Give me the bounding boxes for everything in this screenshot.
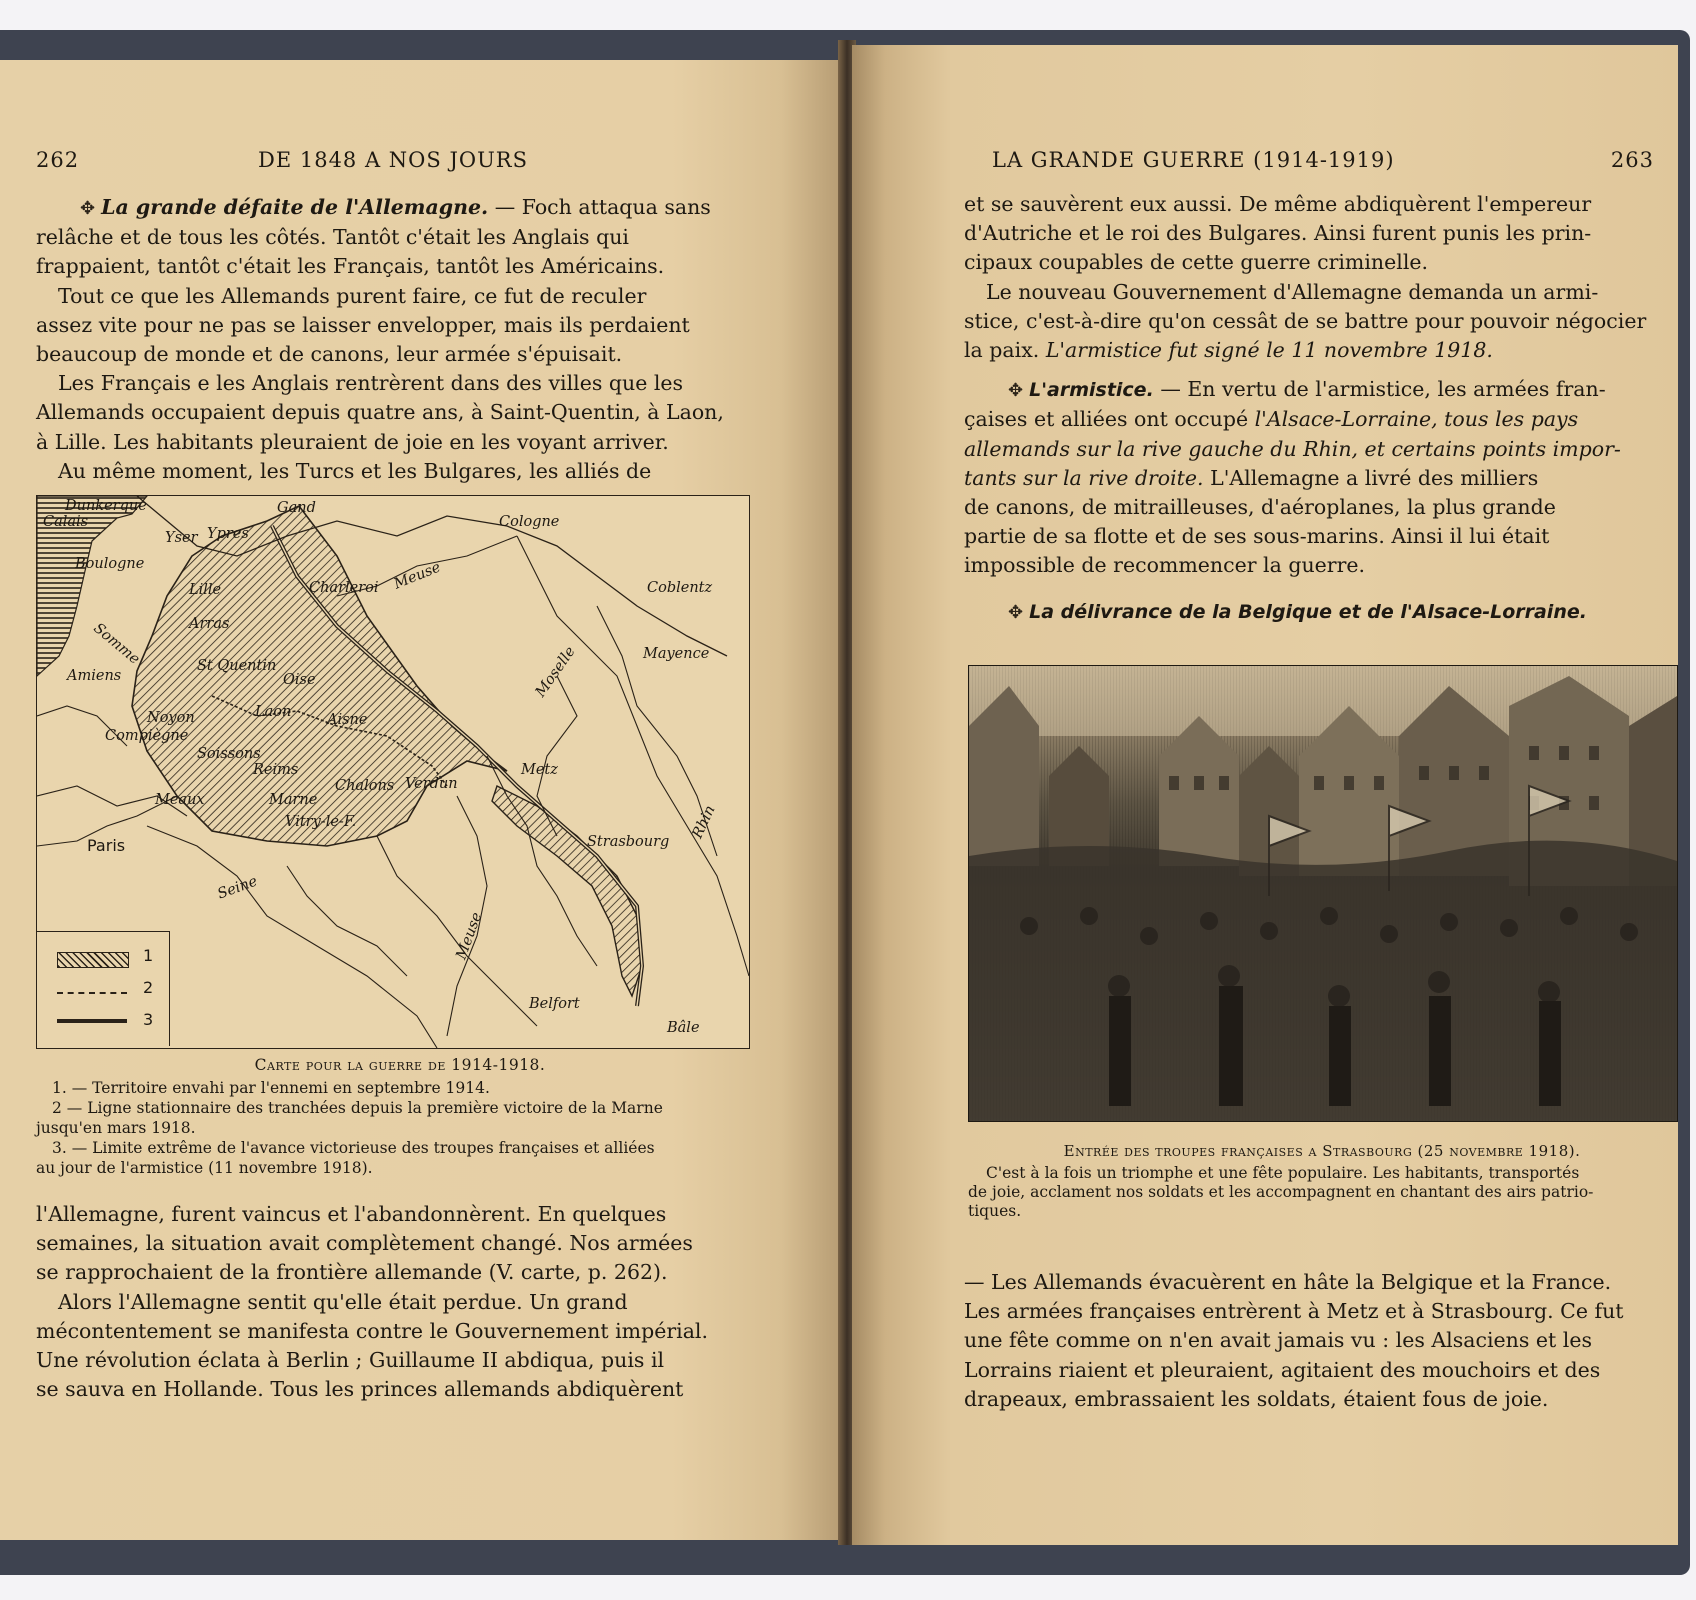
left-page-header (36, 148, 810, 178)
text-line: Une révolution éclata à Berlin ; Guillaume II abdiqua, puis il (36, 1348, 665, 1373)
text-line: l'Allemagne, furent vaincus et l'abandonnèrent. En quelques (36, 1202, 667, 1226)
map-label: Calais (43, 514, 89, 530)
caption-line: C'est à la fois un triomphe et une fête populaire. Les habitants, transportés (986, 1164, 1580, 1182)
caption-title: Carte pour la guerre de 1914-1918. (254, 1056, 546, 1074)
section-heading: L'armistice. (1029, 379, 1154, 402)
map-label: Laon (255, 704, 292, 720)
page-number: 263 (1610, 148, 1654, 172)
legend-item: 2 (57, 978, 167, 1002)
text-line: de canons, de mitrailleuses, d'aéroplanes, la plus grande (964, 495, 1556, 520)
map-label: Amiens (67, 668, 122, 684)
running-head: LA GRANDE GUERRE (1914-1919) (992, 148, 1395, 172)
text-line: Tout ce que les Allemands purent faire, ce fut de reculer (58, 283, 647, 308)
text-line: mécontentement se manifesta contre le Gouvernement impérial. (36, 1318, 708, 1343)
legend-item: 1 (57, 946, 167, 970)
left-text-top (36, 193, 748, 486)
map-label: Soissons (197, 746, 261, 762)
map-label: Aisne (327, 712, 368, 728)
left-text-bottom (36, 1200, 748, 1404)
trench-swatch (57, 988, 127, 994)
text-line: Les Français e les Anglais rentrèrent dans des villes que les (58, 371, 684, 396)
text-line: — Les Allemands évacuèrent en hâte la Belgique et la France. (964, 1270, 1612, 1294)
text-line: et se sauvèrent eux aussi. De même abdiquèrent l'empereur (964, 192, 1592, 216)
map-label: Marne (269, 792, 318, 808)
map-label: Belfort (529, 996, 580, 1012)
right-text-bottom (964, 1268, 1670, 1414)
caption-line: jusqu'en mars 1918. (36, 1119, 196, 1137)
map-label: Cologne (499, 514, 560, 530)
map-label: Yser (165, 530, 198, 546)
caption-line: 3. — Limite extrême de l'avance victorieuse des troupes françaises et alliées (52, 1139, 655, 1157)
map-label: Lille (189, 582, 222, 598)
caption-line: de joie, acclament nos soldats et les accompagnent en chantant des airs patrio- (968, 1183, 1594, 1201)
map-label: Dunkerque (65, 498, 147, 514)
section-heading: La grande défaite de l'Allemagne. (101, 195, 489, 219)
map-label: Reims (253, 762, 299, 778)
strasbourg-engraving (968, 665, 1678, 1122)
ornament-icon: ✥ (1008, 601, 1024, 623)
text-line: — Foch attaqua sans (494, 195, 711, 219)
map-label: Paris (87, 836, 126, 855)
section-heading: La délivrance de la Belgique et de l'Alsace-Lorraine. (1029, 600, 1587, 623)
map-label: Gand (277, 500, 316, 516)
text-line: se rapprochaient de la frontière allemande (V. carte, p. 262). (36, 1260, 668, 1285)
engraving-drawing (969, 666, 1677, 1121)
caption-title: Entrée des troupes françaises a Strasbourg (25 novembre 1918). (1063, 1142, 1581, 1160)
map-label: Oise (283, 672, 316, 688)
text-line: çaises et alliées ont occupé l'Alsace-Lorraine, tous les pays (964, 407, 1579, 432)
page-number: 262 (36, 148, 80, 172)
map-label: Meuse (391, 559, 444, 593)
map-label: Ypres (207, 526, 249, 542)
map-label: Metz (521, 762, 558, 778)
caption-line: 2 — Ligne stationnaire des tranchées depuis la première victoire de la Marne (52, 1099, 663, 1117)
text-line: assez vite pour ne pas se laisser envelopper, mais ils perdaient (36, 312, 690, 337)
map-label: Compiègne (105, 728, 189, 744)
map-label: Seine (215, 873, 260, 903)
text-line: Le nouveau Gouvernement d'Allemagne demanda un armi- (986, 279, 1599, 304)
hatch-swatch (57, 952, 129, 968)
map-label: Verdun (405, 776, 458, 792)
text-line: Lorrains riaient et pleuraient, agitaient des mouchoirs et des (964, 1357, 1601, 1382)
map-label: Vitry-le-F. (285, 814, 357, 830)
caption-line: au jour de l'armistice (11 novembre 1918). (36, 1159, 373, 1177)
text-line: Les armées françaises entrèrent à Metz et à Strasbourg. Ce fut (964, 1299, 1624, 1324)
map-label: Meaux (155, 792, 205, 808)
text-line: Au même moment, les Turcs et les Bulgares, les alliés de (58, 458, 652, 483)
war-map (36, 495, 750, 1049)
map-label: Moselle (532, 643, 579, 701)
map-label: St Quentin (197, 658, 277, 674)
map-label: Chalons (335, 778, 395, 794)
ornament-icon: ✥ (1008, 380, 1024, 402)
map-caption (36, 1055, 748, 1178)
map-label: Somme (90, 620, 143, 668)
ornament-icon: ✥ (80, 198, 96, 219)
text-line: d'Autriche et le roi des Bulgares. Ainsi furent punis les prin- (964, 221, 1592, 246)
caption-line: tiques. (968, 1202, 1022, 1220)
map-label: Bâle (667, 1020, 700, 1036)
text-line: relâche et de tous les côtés. Tantôt c'était les Anglais qui (36, 225, 629, 250)
text-line: beaucoup de monde et de canons, leur armée s'épuisait. (36, 342, 623, 367)
map-label: Strasbourg (587, 834, 670, 850)
text-line: stice, c'est-à-dire qu'on cessât de se battre pour pouvoir négocier (964, 308, 1647, 333)
legend-item: 3 (57, 1010, 167, 1034)
text-line: cipaux coupables de cette guerre criminelle. (964, 250, 1429, 275)
map-label: Arras (189, 616, 230, 632)
map-label: Rhin (689, 803, 719, 841)
map-label: Noyon (147, 710, 195, 726)
text-line: allemands sur la rive gauche du Rhin, et certains points impor- (964, 436, 1621, 461)
limit-swatch (57, 1019, 127, 1023)
right-text-top (964, 190, 1670, 627)
text-line: Allemands occupaient depuis quatre ans, à Saint-Quentin, à Laon, (36, 400, 724, 425)
map-label: Boulogne (75, 556, 145, 572)
text-line: semaines, la situation avait complètement changé. Nos armées (36, 1231, 693, 1256)
text-line: frappaient, tantôt c'était les Français, tantôt les Américains. (36, 254, 665, 279)
text-line: la paix. L'armistice fut signé le 11 novembre 1918. (964, 338, 1493, 363)
map-label: Coblentz (647, 580, 713, 596)
running-head: DE 1848 A NOS JOURS (258, 148, 528, 172)
text-line: une fête comme on n'en avait jamais vu : les Alsaciens et les (964, 1328, 1592, 1353)
map-label: Mayence (643, 646, 710, 662)
text-line: Alors l'Allemagne sentit qu'elle était perdue. Un grand (58, 1289, 628, 1314)
map-legend (37, 931, 170, 1046)
text-line: tants sur la rive droite. L'Allemagne a livré des milliers (964, 465, 1539, 490)
map-label: Charleroi (309, 580, 379, 596)
right-page-header (882, 148, 1654, 178)
text-line: drapeaux, embrassaient les soldats, étaient fous de joie. (964, 1386, 1549, 1411)
text-line (964, 597, 1670, 627)
map-label: Meuse (453, 910, 486, 962)
text-line: ✥ L'armistice. — En vertu de l'armistice, les armées fran- (964, 375, 1670, 405)
text-line: impossible de recommencer la guerre. (964, 553, 1366, 578)
caption-line: 1. — Territoire envahi par l'ennemi en septembre 1914. (52, 1079, 490, 1097)
engraving-caption (968, 1142, 1676, 1221)
text-line: se sauva en Hollande. Tous les princes allemands abdiquèrent (36, 1377, 684, 1402)
text-line: à Lille. Les habitants pleuraient de joie en les voyant arriver. (36, 429, 669, 454)
text-line: partie de sa flotte et de ses sous-marins. Ainsi il lui était (964, 524, 1550, 549)
